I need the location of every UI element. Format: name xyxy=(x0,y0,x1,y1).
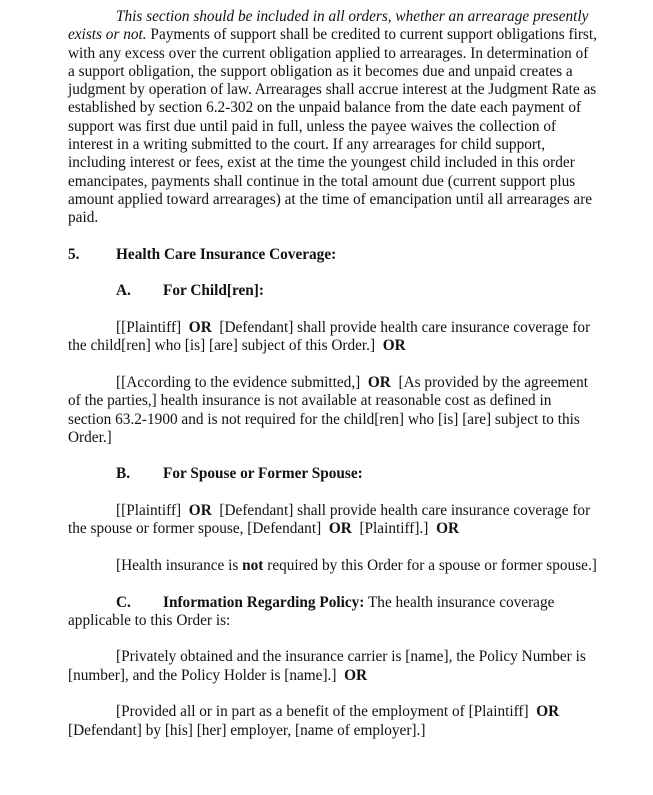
subsection-title: For Child[ren]: xyxy=(163,282,264,300)
clause-text: [Provided all or in part as a benefit of the employment of [Plaintiff] xyxy=(116,703,529,721)
clause-text: required by this Order for a spouse or former spouse.] xyxy=(263,556,597,574)
section-title: Health Care Insurance Coverage: xyxy=(116,245,337,263)
arrearage-paragraph xyxy=(68,8,598,228)
clause-text: [Defendant] shall provide health care insurance coverage for the child[ren] who [is] [are] subject of this Order.] xyxy=(68,319,591,355)
private-policy-paragraph xyxy=(68,648,598,685)
or-connector: OR xyxy=(188,502,212,520)
or-connector: OR xyxy=(344,666,368,684)
clause-text: [[Plaintiff] xyxy=(116,319,182,337)
or-connector: OR xyxy=(328,520,352,538)
document-page xyxy=(68,8,598,740)
or-connector: OR xyxy=(188,319,212,337)
employer-policy-paragraph xyxy=(68,703,598,740)
clause-text: [[According to the evidence submitted,] xyxy=(116,373,361,391)
subsection-title: Information Regarding Policy: xyxy=(163,593,365,611)
subsection-a-heading xyxy=(68,282,598,300)
subsection-letter: C. xyxy=(116,593,131,611)
or-connector: OR xyxy=(382,337,406,355)
subsection-letter: A. xyxy=(116,282,131,300)
or-connector: OR xyxy=(367,373,391,391)
subsection-letter: B. xyxy=(116,465,131,483)
clause-text: [As provided by the agreement of the parties,] health insurance is not available at reasonable cost as defined in section 63.2-1900 and is not required for the child[ren] who [is] [are] subject to this Order.] xyxy=(68,373,588,446)
clause-text: [Health insurance is xyxy=(116,556,243,574)
subsection-c-paragraph xyxy=(68,594,598,631)
subsection-title: For Spouse or Former Spouse: xyxy=(163,465,363,483)
subsection-b-heading xyxy=(68,465,598,483)
spouse-no-coverage-paragraph xyxy=(68,557,598,575)
clause-text: [[Plaintiff] xyxy=(116,502,182,520)
clause-text: [Privately obtained and the insurance carrier is [name], the Policy Number is [number], and the Policy Holder is [name].] xyxy=(68,648,586,684)
child-no-coverage-paragraph xyxy=(68,374,598,447)
emphasis-not: not xyxy=(242,556,264,574)
clause-text: [Plaintiff].] xyxy=(359,520,429,538)
arrearage-text: Payments of support shall be credited to current support obligations first, with any excess over the current obligation applied to arrearages. In determination of a support obligation, the support obligation as it becomes due and unpaid creates a judgment by operation of law. Arrearages shall accrue interest at the Judgment Rate as established by section 6.2-302 on the unpaid balance from the date each payment of support was first due until paid in full, unless the payee waives the collection of interest in a writing submitted to the court. If any arrearages for child support, including interest or fees, exist at the time the youngest child included in this order emancipates, payments shall continue in the total amount due (current support plus amount applied toward arrearages) at the time of emancipation until all arrearages are paid. xyxy=(68,26,597,227)
or-connector: OR xyxy=(536,703,560,721)
section-number: 5. xyxy=(68,245,80,263)
clause-text: [Defendant] by [his] [her] employer, [name of employer].] xyxy=(68,721,426,739)
spouse-coverage-paragraph xyxy=(68,502,598,539)
subsection-text: The health insurance coverage applicable to this Order is: xyxy=(68,593,555,629)
clause-text: [Defendant] shall provide health care insurance coverage for the spouse or former spouse, [Defendant] xyxy=(68,502,591,538)
instruction-note: This section should be included in all orders, whether an arrearage presently exists or not. xyxy=(68,8,589,44)
section-5-heading xyxy=(68,246,598,264)
or-connector: OR xyxy=(436,520,460,538)
child-coverage-paragraph xyxy=(68,319,598,356)
